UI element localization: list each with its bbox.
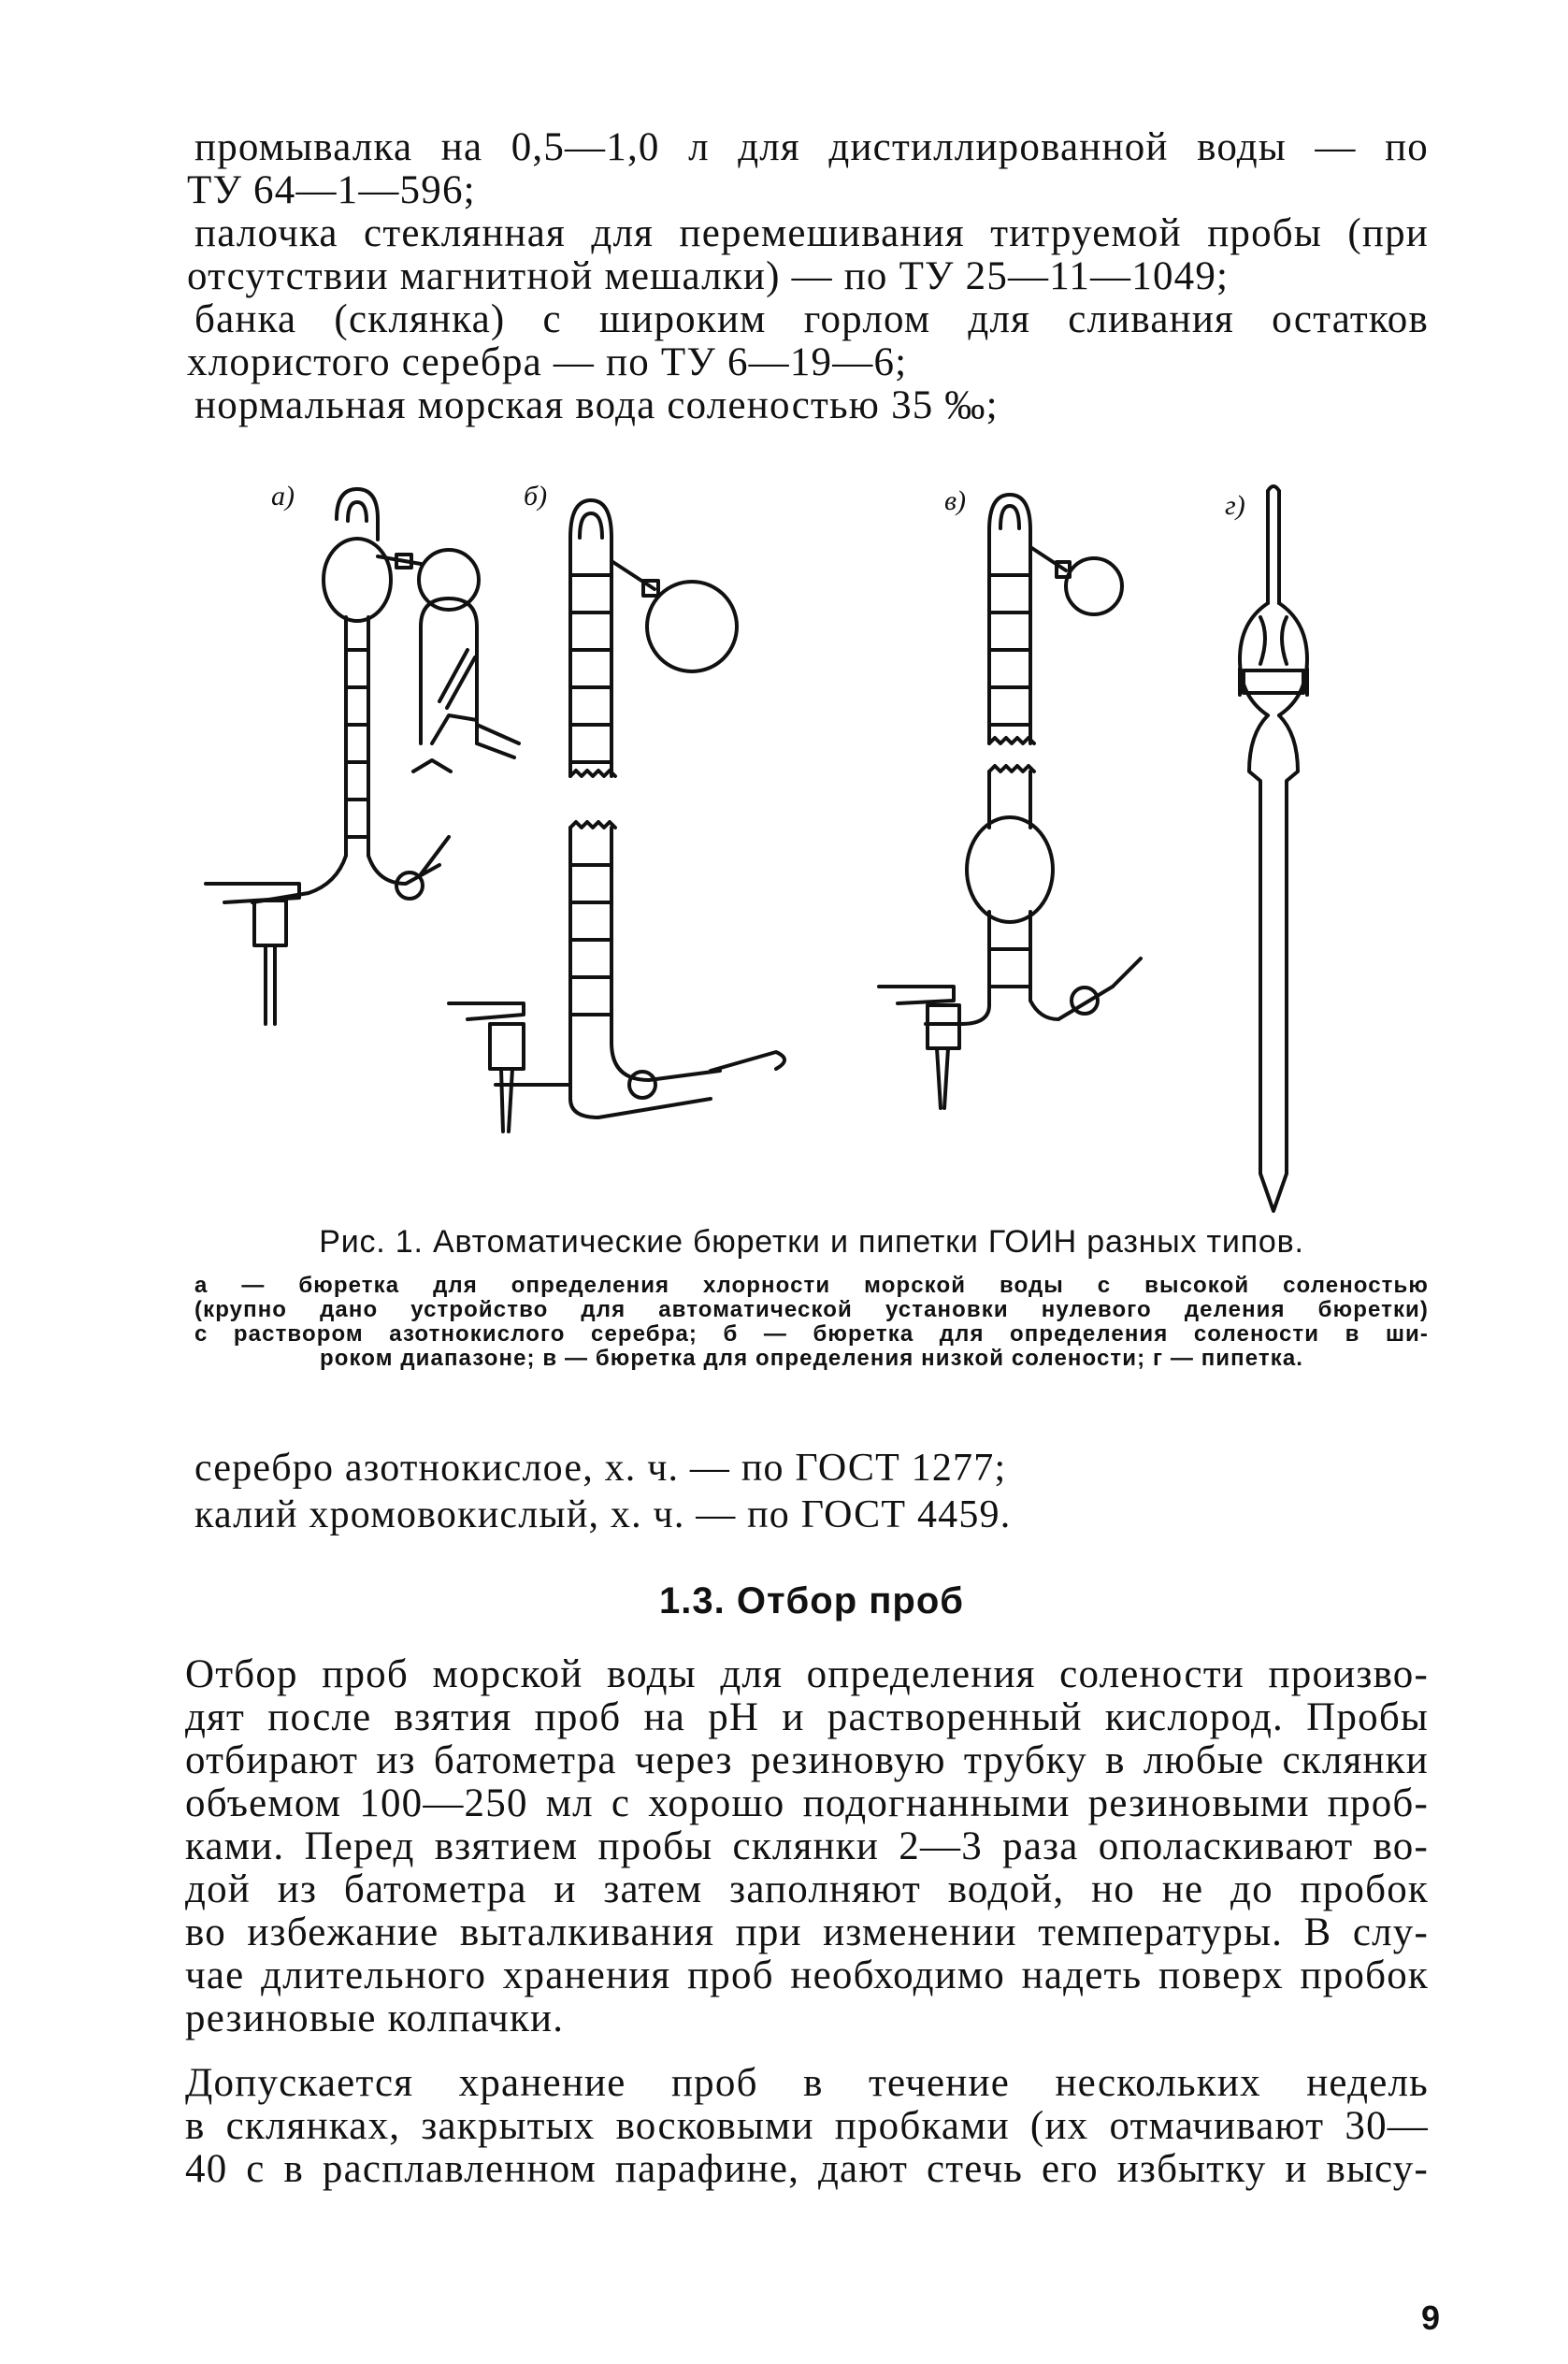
reagent-list — [194, 1445, 1429, 1538]
storage-paragraph — [185, 2061, 1429, 2191]
paragraph-line: дой из батометра и затем заполняют водой, но не до пробок — [185, 1867, 1429, 1911]
burette-c — [879, 495, 1141, 1108]
list-line: промывалка на 0,5—1,0 л для дистиллированной воды — по — [194, 125, 1429, 169]
burette-b — [449, 500, 784, 1132]
paragraph-line: объемом 100—250 мл с хорошо подогнанными резиновыми проб- — [185, 1781, 1429, 1825]
list-line: отсутствии магнитной мешалки) — по ТУ 25—11—1049; — [187, 254, 1230, 298]
figure-label-a: а) — [271, 481, 295, 512]
burette-figure — [168, 463, 1431, 1230]
paragraph-line: в склянках, закрытых восковыми пробками (их отмачивают 30— — [185, 2104, 1429, 2148]
paragraph-line: Допускается хранение проб в течение нескольких недель — [185, 2061, 1429, 2105]
caption-legend-line: с раствором азотнокислого серебра; б — бюретка для определения солености в ши- — [194, 1321, 1429, 1347]
paragraph-line: дят после взятия проб на pH и растворенный кислород. Пробы — [185, 1695, 1429, 1739]
list-line: банка (склянка) с широким горлом для сливания остатков — [194, 297, 1429, 341]
list-line: палочка стеклянная для перемешивания титруемой пробы (при — [194, 211, 1429, 255]
section-heading: 1.3. Отбор проб — [659, 1580, 964, 1622]
paragraph-line: отбирают из батометра через резиновую трубку в любые склянки — [185, 1738, 1429, 1782]
figure-label-d: г) — [1225, 490, 1245, 521]
paragraph-line: чае длительного хранения проб необходимо надеть поверх пробок — [185, 1953, 1429, 1997]
paragraph-line: 40 с в расплавленном парафине, дают стечь его избытку и высу- — [185, 2147, 1429, 2191]
caption-legend — [194, 1274, 1429, 1371]
page-number: 9 — [1420, 2299, 1440, 2337]
burette-drawings — [168, 463, 1431, 1230]
paragraph-line: ками. Перед взятием пробы склянки 2—3 раза ополаскивают во- — [185, 1824, 1429, 1868]
burette-a — [206, 489, 519, 1024]
sampling-paragraph — [185, 1652, 1429, 2040]
paragraph-line: Отбор проб морской воды для определения солености произво- — [185, 1652, 1429, 1696]
pipette-d — [1240, 486, 1307, 1211]
list-line: нормальная морская вода соленостью 35 ‰; — [194, 383, 999, 427]
caption-legend-line: а — бюретка для определения хлорности морской воды с высокой соленостью — [194, 1273, 1429, 1298]
paragraph-line: во избежание выталкивания при изменении температуры. В слу- — [185, 1910, 1429, 1954]
reagent-line: калий хромовокислый, х. ч. — по ГОСТ 4459. — [194, 1493, 1012, 1536]
figure-label-b: б) — [524, 481, 548, 512]
caption-legend-line: роком диапазоне; в — бюретка для определения низкой солености; г — пипетка. — [319, 1346, 1304, 1371]
list-line: хлористого серебра — по ТУ 6—19—6; — [187, 340, 908, 384]
caption-title: Рис. 1. Автоматические бюретки и пипетки ГОИН разных типов. — [319, 1224, 1304, 1260]
equipment-list — [187, 125, 1429, 427]
caption-legend-line: (крупно дано устройство для автоматической установки нулевого деления бюретки) — [194, 1297, 1429, 1322]
paragraph-line: резиновые колпачки. — [185, 1996, 565, 2040]
figure-label-c: в) — [944, 485, 967, 516]
figure-caption — [194, 1223, 1429, 1371]
reagent-line: серебро азотнокислое, х. ч. — по ГОСТ 1277; — [194, 1447, 1007, 1490]
list-line: ТУ 64—1—596; — [187, 168, 476, 212]
